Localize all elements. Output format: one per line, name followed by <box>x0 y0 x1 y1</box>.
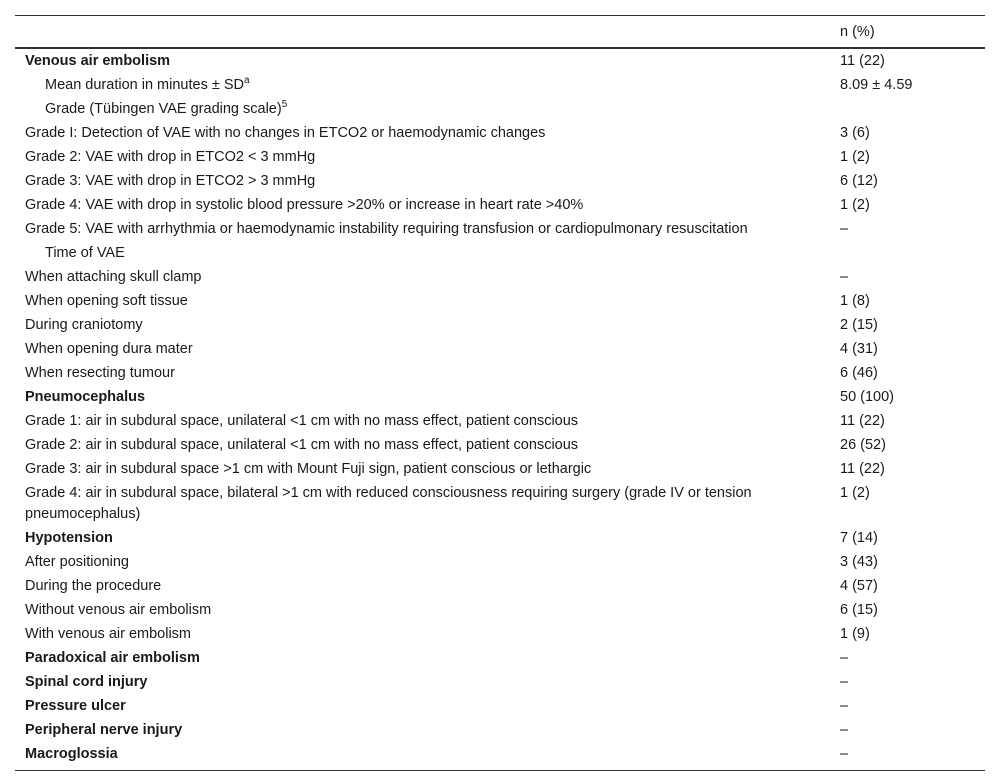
row-value-cell <box>830 48 985 74</box>
row-label-cell <box>15 338 830 362</box>
row-label-cell <box>15 695 830 719</box>
row-value: – <box>840 746 849 762</box>
table-row <box>15 551 985 575</box>
row-label-cell <box>15 527 830 551</box>
row-label: When opening dura mater <box>25 341 193 357</box>
table-row <box>15 623 985 647</box>
row-value: 3 (43) <box>840 554 878 570</box>
row-value-cell <box>830 242 985 266</box>
row-value-cell <box>830 98 985 122</box>
row-label-cell <box>15 122 830 146</box>
row-label-cell <box>15 623 830 647</box>
row-label-cell <box>15 599 830 623</box>
table-row <box>15 527 985 551</box>
row-label: Grade I: Detection of VAE with no changes in ETCO2 or haemodynamic changes <box>25 125 546 141</box>
row-label: After positioning <box>25 554 129 570</box>
row-value-cell <box>830 290 985 314</box>
table-row <box>15 266 985 290</box>
table-row <box>15 170 985 194</box>
row-value-cell <box>830 719 985 743</box>
row-value-cell <box>830 551 985 575</box>
row-value-cell <box>830 575 985 599</box>
row-value: 11 (22) <box>840 413 885 429</box>
row-label-cell <box>15 575 830 599</box>
row-value: – <box>840 221 849 237</box>
row-label-cell <box>15 434 830 458</box>
complications-table-container <box>15 15 985 771</box>
row-label-cell <box>15 482 830 527</box>
row-label: Macroglossia <box>25 746 118 762</box>
row-value-cell <box>830 647 985 671</box>
table-row <box>15 695 985 719</box>
row-label: Grade 5: VAE with arrhythmia or haemodynamic instability requiring transfusion or cardiopulmonary resuscitation <box>25 221 748 237</box>
table-row <box>15 719 985 743</box>
row-label: Grade 1: air in subdural space, unilateral <1 cm with no mass effect, patient conscious <box>25 413 579 429</box>
row-label-cell <box>15 48 830 74</box>
row-label: Venous air embolism <box>25 53 171 69</box>
row-value-cell <box>830 386 985 410</box>
row-label: Grade 3: air in subdural space >1 cm with Mount Fuji sign, patient conscious or lethargic <box>25 461 592 477</box>
row-label: Spinal cord injury <box>25 674 148 690</box>
row-label-cell <box>15 98 830 122</box>
table-row <box>15 410 985 434</box>
row-value: 4 (31) <box>840 341 878 357</box>
row-value-cell <box>830 194 985 218</box>
row-value: 4 (57) <box>840 578 878 594</box>
row-value-cell <box>830 623 985 647</box>
table-row <box>15 386 985 410</box>
table-row <box>15 122 985 146</box>
row-label: Pressure ulcer <box>25 698 126 714</box>
table-row <box>15 743 985 771</box>
row-value: 6 (46) <box>840 365 878 381</box>
row-value: 1 (8) <box>840 293 870 309</box>
table-row <box>15 482 985 527</box>
row-value-cell <box>830 146 985 170</box>
row-value: 3 (6) <box>840 125 870 141</box>
row-value-cell <box>830 266 985 290</box>
row-value: 1 (2) <box>840 149 870 165</box>
row-label: When resecting tumour <box>25 365 175 381</box>
header-count-cell: n (%) <box>830 16 985 49</box>
table-row <box>15 458 985 482</box>
row-label-cell <box>15 410 830 434</box>
row-value: – <box>840 722 849 738</box>
row-label: Grade 2: VAE with drop in ETCO2 < 3 mmHg <box>25 149 316 165</box>
table-row <box>15 647 985 671</box>
row-value-cell <box>830 434 985 458</box>
footnote-marker: 5 <box>281 99 288 110</box>
row-value: 1 (2) <box>840 197 870 213</box>
row-label-cell <box>15 551 830 575</box>
row-label-cell <box>15 386 830 410</box>
row-value: 1 (9) <box>840 626 870 642</box>
table-row <box>15 48 985 74</box>
table-row <box>15 599 985 623</box>
table-row <box>15 242 985 266</box>
row-value: – <box>840 674 849 690</box>
row-value-cell <box>830 314 985 338</box>
row-value-cell <box>830 218 985 242</box>
row-label: Mean duration in minutes ± SD <box>45 77 244 93</box>
row-label: With venous air embolism <box>25 626 191 642</box>
row-label: When attaching skull clamp <box>25 269 202 285</box>
row-label: Peripheral nerve injury <box>25 722 183 738</box>
table-body <box>15 48 985 771</box>
row-label-cell <box>15 290 830 314</box>
row-value: 2 (15) <box>840 317 878 333</box>
row-value: 11 (22) <box>840 53 885 69</box>
row-value-cell <box>830 74 985 98</box>
table-row <box>15 671 985 695</box>
row-label-cell <box>15 170 830 194</box>
row-label: Grade 2: air in subdural space, unilateral <1 cm with no mass effect, patient conscious <box>25 437 579 453</box>
header-label-cell <box>15 16 830 49</box>
row-value-cell <box>830 482 985 527</box>
row-value: 1 (2) <box>840 485 870 501</box>
row-label: Without venous air embolism <box>25 602 212 618</box>
row-label-cell <box>15 647 830 671</box>
row-value: 50 (100) <box>840 389 895 405</box>
table-row <box>15 362 985 386</box>
complications-table <box>15 15 985 771</box>
table-row <box>15 146 985 170</box>
row-value-cell <box>830 695 985 719</box>
row-label: When opening soft tissue <box>25 293 188 309</box>
header-row <box>15 16 985 49</box>
row-label: During the procedure <box>25 578 162 594</box>
row-label: Pneumocephalus <box>25 389 146 405</box>
row-label: Time of VAE <box>45 245 125 261</box>
row-value: 26 (52) <box>840 437 886 453</box>
row-label: Grade (Tübingen VAE grading scale) <box>45 101 282 117</box>
row-label-cell <box>15 458 830 482</box>
row-value: 6 (15) <box>840 602 878 618</box>
table-row <box>15 98 985 122</box>
table-row <box>15 74 985 98</box>
table-row <box>15 314 985 338</box>
row-label-cell <box>15 743 830 771</box>
row-label-cell <box>15 194 830 218</box>
row-value-cell <box>830 338 985 362</box>
table-row <box>15 434 985 458</box>
row-value-cell <box>830 527 985 551</box>
row-value-cell <box>830 458 985 482</box>
table-row <box>15 194 985 218</box>
table-row <box>15 290 985 314</box>
row-label-cell <box>15 218 830 242</box>
row-label-cell <box>15 362 830 386</box>
row-label: During craniotomy <box>25 317 143 333</box>
table-row <box>15 218 985 242</box>
row-value: 6 (12) <box>840 173 878 189</box>
row-value: 8.09 ± 4.59 <box>840 77 913 93</box>
row-value-cell <box>830 410 985 434</box>
row-label: Grade 4: air in subdural space, bilateral >1 cm with reduced consciousness requiring surgery (grade IV or tension pneumocephalus) <box>25 485 752 522</box>
row-value: 11 (22) <box>840 461 885 477</box>
row-label-cell <box>15 719 830 743</box>
row-label-cell <box>15 146 830 170</box>
row-value-cell <box>830 362 985 386</box>
row-label-cell <box>15 242 830 266</box>
footnote-marker: a <box>243 75 250 86</box>
row-value-cell <box>830 122 985 146</box>
row-value-cell <box>830 743 985 771</box>
row-label-cell <box>15 74 830 98</box>
row-value-cell <box>830 170 985 194</box>
row-label-cell <box>15 314 830 338</box>
row-label: Paradoxical air embolism <box>25 650 200 666</box>
row-label: Hypotension <box>25 530 113 546</box>
row-value: – <box>840 650 849 666</box>
row-value-cell <box>830 671 985 695</box>
row-label: Grade 4: VAE with drop in systolic blood pressure >20% or increase in heart rate >40% <box>25 197 584 213</box>
row-value: 7 (14) <box>840 530 878 546</box>
row-label: Grade 3: VAE with drop in ETCO2 > 3 mmHg <box>25 173 316 189</box>
table-row <box>15 338 985 362</box>
row-value: – <box>840 269 849 285</box>
row-label-cell <box>15 671 830 695</box>
row-label-cell <box>15 266 830 290</box>
table-row <box>15 575 985 599</box>
table-header <box>15 16 985 49</box>
row-value: – <box>840 698 849 714</box>
row-value-cell <box>830 599 985 623</box>
